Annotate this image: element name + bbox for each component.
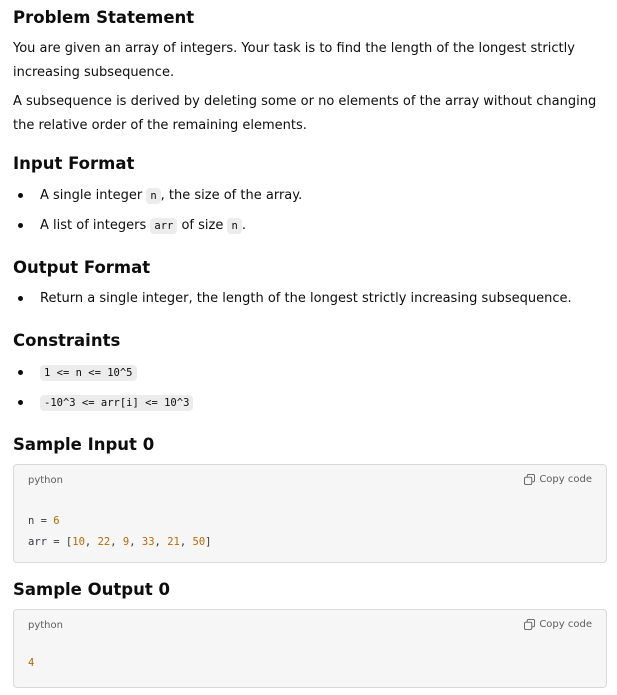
code-number: 6 <box>53 515 60 527</box>
code-body: n = 6 arr = [10, 22, 9, 33, 21, 50] <box>28 515 212 548</box>
inline-code: n <box>227 218 241 234</box>
list-item <box>13 393 193 413</box>
intro-paragraph: A subsequence is derived by deleting some or no elements of the array without changing the relative order of the remaining elements. <box>13 94 597 133</box>
list-item <box>13 186 302 206</box>
sample-output-heading: Sample Output 0 <box>13 580 170 599</box>
code-number: 21 <box>167 536 180 548</box>
copy-icon <box>524 474 535 485</box>
list-item <box>13 289 572 309</box>
code-number: 33 <box>141 536 155 548</box>
code-language-label: python <box>28 475 63 486</box>
inline-code: -10^3 <= arr[i] <= 10^3 <box>40 395 193 411</box>
output-format-list <box>13 289 572 309</box>
code-text: ] <box>205 536 212 548</box>
output-format-heading: Output Format <box>13 258 151 277</box>
code-number: 4 <box>28 657 35 669</box>
item-text: A single integer <box>40 188 147 203</box>
code-header <box>14 610 606 642</box>
page-title: Problem Statement <box>13 8 195 27</box>
item-text: of size <box>177 218 228 233</box>
copy-code-button[interactable] <box>524 619 592 630</box>
intro-paragraph: You are given an array of integers. Your task is to find the length of the longest strictly increasing subsequence. <box>13 41 575 80</box>
inline-code: arr <box>150 218 177 234</box>
sample-output-code-block <box>13 609 607 688</box>
bullet-icon <box>18 370 23 375</box>
inline-code: n <box>146 188 160 204</box>
constraints-list <box>13 363 193 413</box>
code-number: 9 <box>122 536 130 548</box>
copy-icon <box>524 619 535 630</box>
copy-code-label: Copy code <box>539 474 592 485</box>
constraints-heading: Constraints <box>13 331 121 350</box>
list-item <box>13 363 193 383</box>
inline-code: 1 <= n <= 10^5 <box>40 365 137 381</box>
code-header <box>14 465 606 497</box>
item-text: A list of integers <box>40 218 151 233</box>
bullet-icon <box>18 223 23 228</box>
item-text: . <box>241 218 246 233</box>
bullet-icon <box>18 400 23 405</box>
copy-code-label: Copy code <box>539 619 592 630</box>
code-number: 22 <box>97 536 111 548</box>
code-language-label: python <box>28 620 63 631</box>
code-number: 10 <box>72 536 85 548</box>
list-item <box>13 216 302 236</box>
item-text: Return a single integer, the length of the longest strictly increasing subsequence. <box>40 291 572 306</box>
item-text: , the size of the array. <box>160 188 303 203</box>
sample-input-code-block <box>13 464 607 563</box>
sample-input-heading: Sample Input 0 <box>13 435 155 454</box>
bullet-icon <box>18 296 23 301</box>
bullet-icon <box>18 193 23 198</box>
input-format-heading: Input Format <box>13 154 135 173</box>
code-text: arr = [ <box>28 536 73 548</box>
code-number: 50 <box>192 536 206 548</box>
code-body <box>14 642 606 684</box>
code-text: n = <box>28 515 54 527</box>
input-format-list <box>13 186 302 236</box>
copy-code-button[interactable] <box>524 474 592 485</box>
